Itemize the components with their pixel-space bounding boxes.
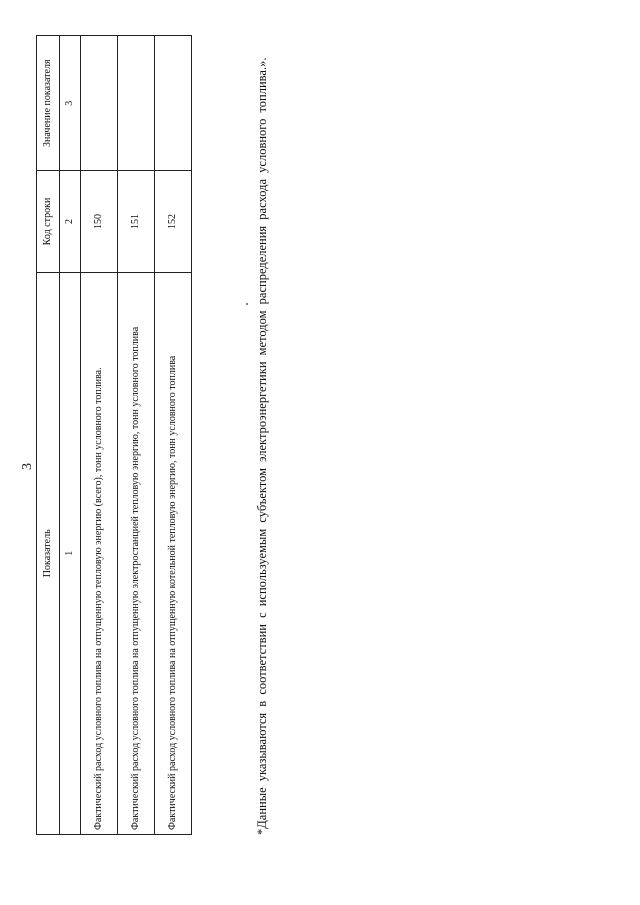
page-number: 3 (20, 463, 35, 470)
code-cell: 150 (81, 171, 118, 272)
indicator-cell: Фактический расход условного топлива на отпущенную электростанцией тепловую энергию, тонн условного топлива (118, 272, 155, 834)
indicator-cell: Фактический расход условного топлива на отпущенную тепловую энергию (всего), тонн условного топлива. (81, 272, 118, 834)
table-row (118, 36, 155, 835)
table-row (155, 36, 192, 835)
value-cell (118, 36, 155, 171)
value-cell (155, 36, 192, 171)
column-number: 3 (60, 36, 81, 171)
header-line-code: Код строки (37, 171, 60, 272)
value-cell (81, 36, 118, 171)
header-value: Значение показателя (37, 36, 60, 171)
indicator-cell: Фактический расход условного топлива на отпущенную котельной тепловую энергию, тонн условного топлива (155, 272, 192, 834)
table-header-row (37, 36, 60, 835)
indicator-table (36, 35, 192, 835)
scan-speck (246, 303, 248, 305)
footnote: *Данные указываются в соответствии с используемым субъектом электроэнергетики методом распределения расхода условного топлива.». (255, 57, 269, 835)
column-number: 1 (60, 272, 81, 834)
column-number-row (60, 36, 81, 835)
code-cell: 152 (155, 171, 192, 272)
code-cell: 151 (118, 171, 155, 272)
header-indicator: Показатель (37, 272, 60, 834)
column-number: 2 (60, 171, 81, 272)
table-row (81, 36, 118, 835)
